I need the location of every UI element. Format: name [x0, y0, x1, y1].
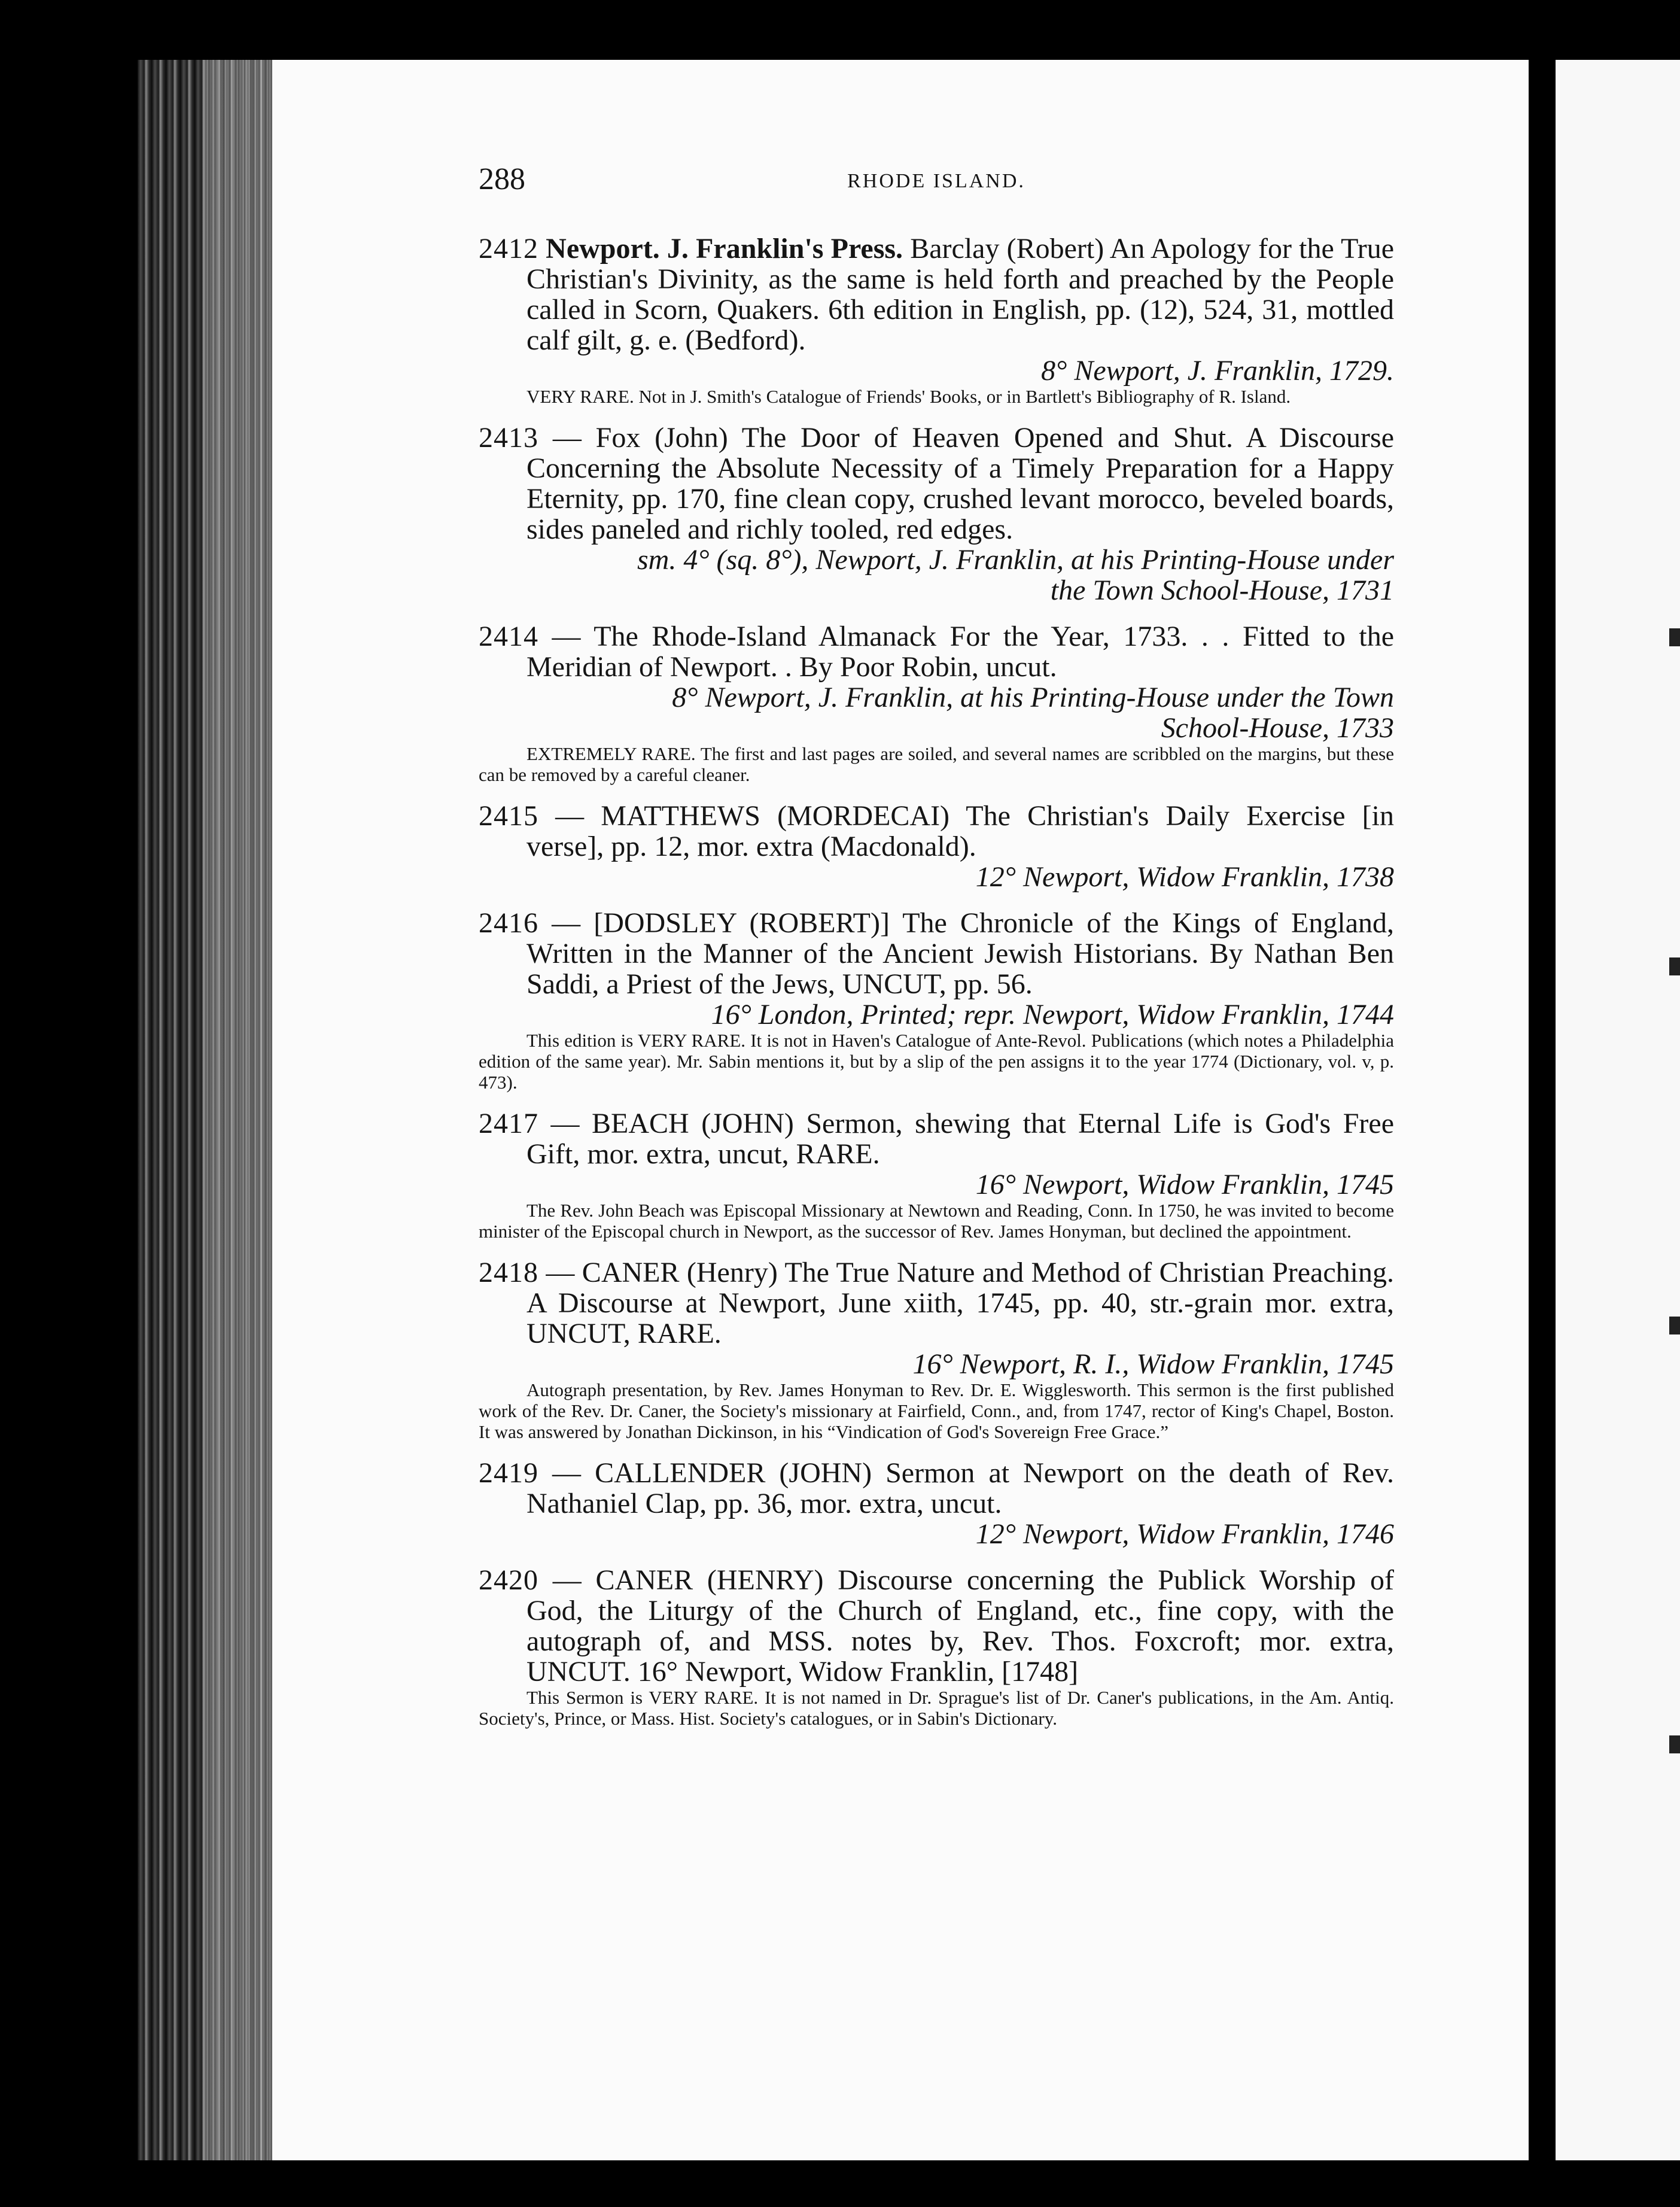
- entry-text: — CALLENDER (JOHN) Sermon at Newport on the death of Rev. Nathaniel Clap, pp. 36, mor. extra, uncut.: [526, 1457, 1395, 1519]
- entry-note: EXTREMELY RARE. The first and last pages are soiled, and several names are scribbled on the margins, but these can be removed by a careful cleaner.: [479, 743, 1394, 785]
- margin-mark: [1669, 1735, 1680, 1753]
- entry-description: [479, 801, 1394, 862]
- catalogue-entry: [479, 422, 1394, 606]
- imprint-line: 8° Newport, J. Franklin, 1729.: [1041, 355, 1394, 387]
- imprint-line: 16° Newport, R. I., Widow Franklin, 1745: [912, 1348, 1394, 1380]
- page-header: [479, 162, 1394, 209]
- catalogue-entry: [479, 233, 1394, 407]
- page-edges: [203, 60, 272, 2160]
- entry-text: — BEACH (JOHN) Sermon, shewing that Eternal Life is God's Free Gift, mor. extra, uncut, RARE.: [526, 1108, 1395, 1170]
- lot-number: 2420: [479, 1564, 538, 1596]
- catalogue-entry: [479, 1458, 1394, 1549]
- margin-mark: [1669, 1317, 1680, 1334]
- lot-number: 2418: [479, 1257, 538, 1288]
- catalogue-entry: [479, 1565, 1394, 1729]
- lot-number: 2412: [479, 233, 538, 265]
- lot-number: 2413: [479, 422, 538, 454]
- catalogue-entries: [479, 233, 1394, 1744]
- entry-description: [479, 908, 1394, 999]
- entry-note: Autograph presentation, by Rev. James Honyman to Rev. Dr. E. Wigglesworth. This sermon is the first published work of the Rev. Dr. Caner, the Society's missionary at Fairfield, Conn., and, from 1747, rector of King's Chapel, Boston. It was answered by Jonathan Dickinson, in his “Vindication of God's Sovereign Free Grace.”: [479, 1379, 1394, 1442]
- imprint-line: 16° London, Printed; repr. Newport, Widow Franklin, 1744: [711, 999, 1394, 1030]
- catalogue-entry: [479, 621, 1394, 785]
- section-heading: Newport. J. Franklin's Press.: [546, 233, 903, 265]
- entry-note: The Rev. John Beach was Episcopal Missionary at Newtown and Reading, Conn. In 1750, he was invited to become minister of the Episcopal church in Newport, as the successor of Rev. James Honyman, but declined the appointment.: [479, 1200, 1394, 1242]
- margin-mark: [1669, 628, 1680, 646]
- entry-description: [479, 1458, 1394, 1519]
- lot-number: 2414: [479, 621, 538, 652]
- entry-text: — [DODSLEY (ROBERT)] The Chronicle of the Kings of England, Written in the Manner of the Ancient Jewish Historians. By Nathan Ben Saddi, a Priest of the Jews, UNCUT, pp. 56.: [526, 907, 1394, 1000]
- entry-description: [479, 233, 1394, 355]
- catalogue-entry: [479, 1108, 1394, 1242]
- entry-description: [479, 422, 1394, 545]
- page-gutter: [1529, 60, 1556, 2160]
- entry-text: — CANER (Henry) The True Nature and Method of Christian Preaching. A Discourse at Newport, June xiith, 1745, pp. 40, str.-grain mor. extra, UNCUT, RARE.: [526, 1257, 1394, 1349]
- lot-number: 2417: [479, 1108, 538, 1139]
- lot-number: 2416: [479, 907, 538, 939]
- entry-description: [479, 1257, 1394, 1349]
- imprint-line: 8° Newport, J. Franklin, at his Printing-House under the Town: [672, 682, 1394, 713]
- entry-note: This Sermon is VERY RARE. It is not named in Dr. Sprague's list of Dr. Caner's publications, in the Am. Antiq. Society's, Prince, or Mass. Hist. Society's catalogues, or in Sabin's Dictionary.: [479, 1687, 1394, 1729]
- entry-note: This edition is VERY RARE. It is not in Haven's Catalogue of Ante-Revol. Publications (which notes a Philadelphia edition of the same year). Mr. Sabin mentions it, but by a slip of the pen assigns it to the year 1774 (Dictionary, vol. v, p. 473).: [479, 1030, 1394, 1093]
- imprint-line: 12° Newport, Widow Franklin, 1738: [975, 861, 1394, 893]
- facing-page-edge: [1556, 60, 1680, 2160]
- catalogue-entry: [479, 1257, 1394, 1442]
- entry-note: VERY RARE. Not in J. Smith's Catalogue of Friends' Books, or in Bartlett's Bibliography of R. Island.: [526, 386, 1291, 407]
- lot-number: 2415: [479, 800, 538, 832]
- imprint-line: 16° Newport, Widow Franklin, 1745: [975, 1169, 1394, 1200]
- margin-mark: [1669, 957, 1680, 975]
- entry-description: [479, 1108, 1394, 1169]
- entry-text: — MATTHEWS (MORDECAI) The Christian's Daily Exercise [in verse], pp. 12, mor. extra (Macdonald).: [526, 800, 1394, 862]
- entry-text: — CANER (HENRY) Discourse concerning the Publick Worship of God, the Liturgy of the Church of England, etc., fine copy, with the autograph of, and MSS. notes by, Rev. Thos. Foxcroft; mor. extra, UNCUT. 16° Newport, Widow Franklin, [1748]: [526, 1564, 1395, 1688]
- entry-description: [479, 621, 1394, 682]
- catalogue-entry: [479, 908, 1394, 1093]
- entry-text: — Fox (John) The Door of Heaven Opened and Shut. A Discourse Concerning the Absolute Necessity of a Timely Preparation for a Happy Eternity, pp. 170, fine clean copy, crushed levant morocco, beveled boards, sides paneled and richly tooled, red edges.: [526, 422, 1394, 545]
- imprint-line: School-House, 1733: [1161, 712, 1394, 744]
- entry-text: Barclay (Robert) An Apology for the True Christian's Divinity, as the same is held forth and preached by the People called in Scorn, Quakers. 6th edition in English, pp. (12), 524, 31, mottled calf gilt, g. e. (Bedford).: [526, 233, 1395, 356]
- catalogue-entry: [479, 801, 1394, 892]
- imprint-line: the Town School-House, 1731: [1050, 574, 1394, 606]
- imprint-line: sm. 4° (sq. 8°), Newport, J. Franklin, at his Printing-House under: [637, 544, 1394, 576]
- entry-text: — The Rhode-Island Almanack For the Year, 1733. . . Fitted to the Meridian of Newport. . By Poor Robin, uncut.: [526, 621, 1395, 683]
- page-number: 288: [479, 162, 525, 196]
- lot-number: 2419: [479, 1457, 538, 1489]
- entry-description: [479, 1565, 1394, 1687]
- running-title: RHODE ISLAND.: [847, 170, 1025, 192]
- imprint-line: 12° Newport, Widow Franklin, 1746: [975, 1518, 1394, 1550]
